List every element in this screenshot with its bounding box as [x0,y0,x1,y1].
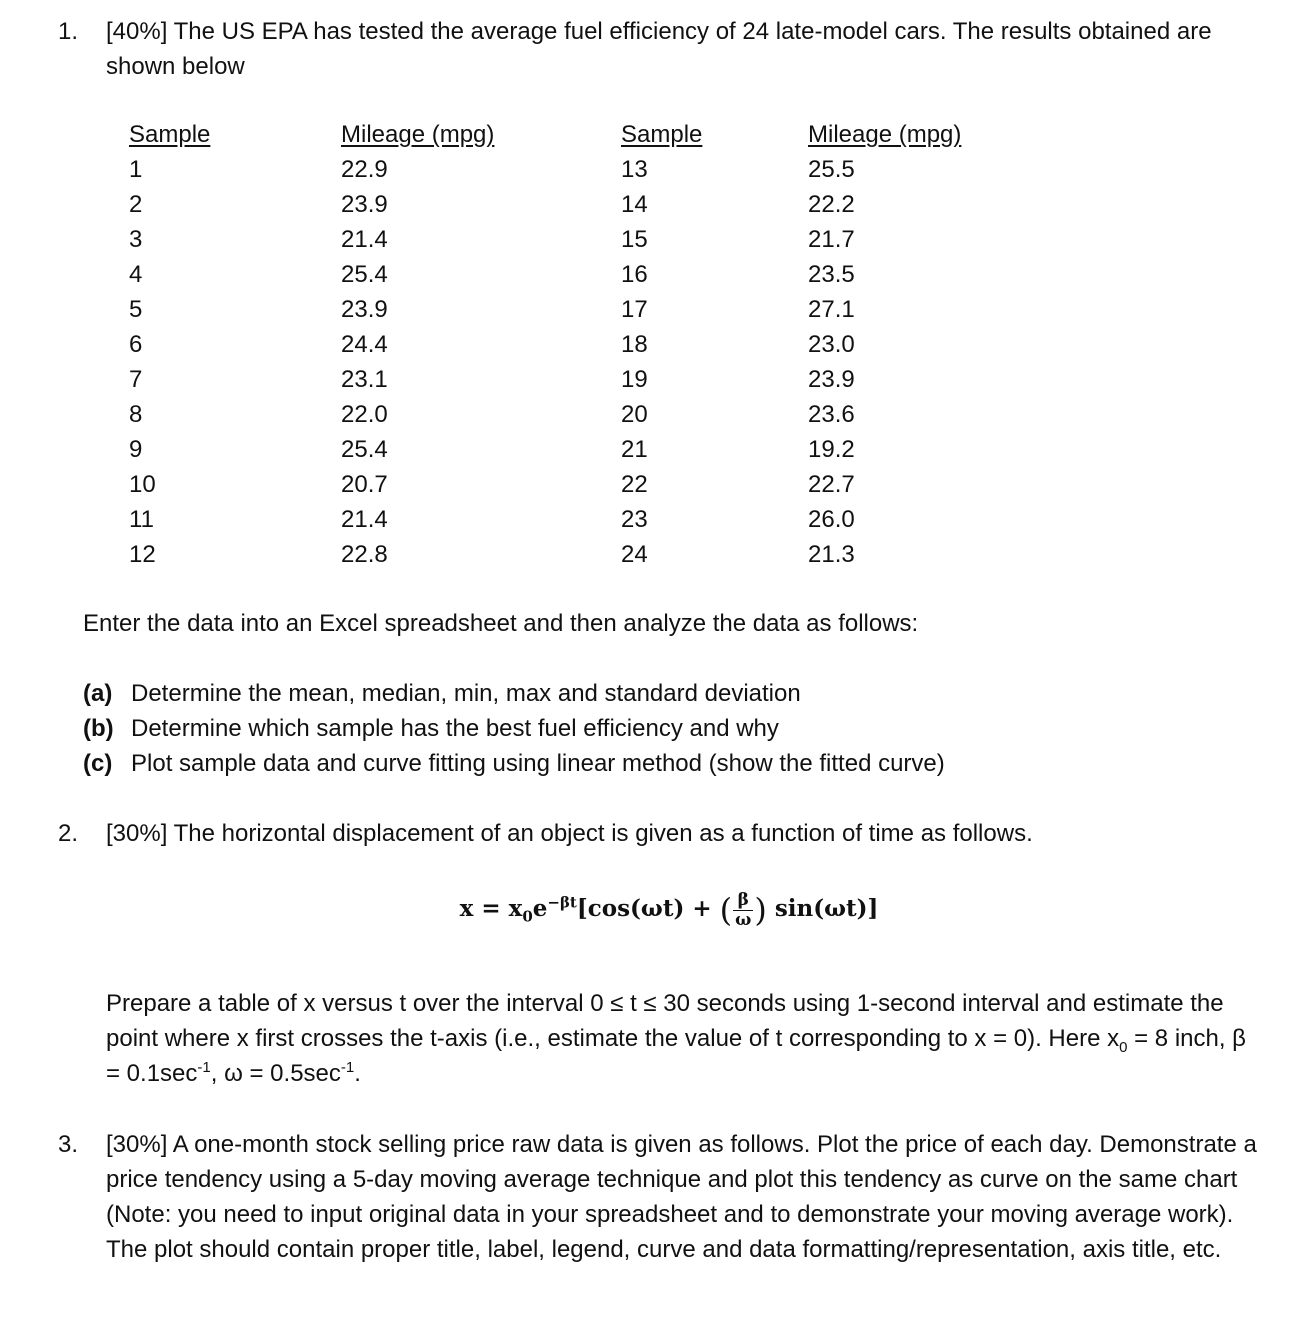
sample-number-cell: 10 [129,471,156,498]
left-mileage-column [341,117,494,572]
question-3-text: [30%] A one-month stock selling price raw data is given as follows. Plot the price of each day. Demonstrate a price tendency using a 5-day moving average technique and plot this tendency as curve on the same chart (Note: you need to input original data in your spreadsheet and to demonstrate your moving average work). The plot should contain proper title, label, legend, curve and data formatting/representation, axis title, etc. [106,1131,1257,1263]
sample-number-cell: 8 [129,401,143,428]
mileage-cell: 25.5 [808,156,855,183]
sample-number-cell: 3 [129,226,143,253]
eq-lhs: x = [459,895,501,922]
mileage-cell: 22.8 [341,541,388,568]
sample-number-cell: 20 [621,401,648,428]
mileage-cell: 23.5 [808,261,855,288]
subpart-c-text: Plot sample data and curve fitting using linear method (show the fitted curve) [131,750,945,777]
mileage-cell: 24.4 [341,331,388,358]
right-sample-header: Sample [621,121,703,148]
mileage-cell: 22.2 [808,191,855,218]
sample-number-cell: 4 [129,261,143,288]
sample-number-cell: 22 [621,471,648,498]
sample-number-cell: 15 [621,226,648,253]
eq-exp-base: e [532,895,548,922]
sample-number-cell: 6 [129,331,143,358]
mileage-cell: 27.1 [808,296,855,323]
question-2-text: [30%] The horizontal displacement of an object is given as a function of time as follows. [106,820,1033,847]
mileage-cell: 19.2 [808,436,855,463]
question-3-number: 3. [58,1131,79,1158]
question-3 [58,1127,1268,1267]
question-2 [58,816,1268,851]
mileage-cell: 23.9 [808,366,855,393]
question-1 [58,14,1268,84]
mileage-cell: 21.4 [341,506,388,533]
mileage-cell: 22.9 [341,156,388,183]
eq-fraction [733,891,753,930]
sample-number-cell: 24 [621,541,648,568]
question-2-body: Prepare a table of x versus t over the interval 0 ≤ t ≤ 30 seconds using 1-second interval and estimate the point where x first crosses the t-axis (i.e., estimate the value of t corresponding to x = 0). Here $x_0 = 8$ inch, $\beta = 0.1\sec^{-1}$, $\omega = 0.5\sec^{-1}$. [106,990,1246,1087]
eq-frac-den: ω [735,909,752,930]
right-mileage-header: Mileage (mpg) [808,121,962,148]
left-mileage-header: Mileage (mpg) [341,121,495,148]
question-1-text: [40%] The US EPA has tested the average fuel efficiency of 24 late-model cars. The results obtained are shown below [106,18,1212,80]
left-sample-column [129,117,210,572]
sample-number-cell: 14 [621,191,648,218]
sample-number-cell: 13 [621,156,648,183]
left-sample-header: Sample [129,121,211,148]
mileage-cell: 23.0 [808,331,855,358]
mileage-cell: 26.0 [808,506,855,533]
mileage-cell: 23.6 [808,401,855,428]
sample-number-cell: 18 [621,331,648,358]
sample-number-cell: 7 [129,366,143,393]
subpart-b-label: (b) [83,715,114,742]
sample-number-cell: 1 [129,156,143,183]
mileage-cell: 22.7 [808,471,855,498]
mileage-cell: 25.4 [341,261,388,288]
sample-number-cell: 12 [129,541,156,568]
q1-instructions: Enter the data into an Excel spreadsheet and then analyze the data as follows: [83,610,919,637]
question-1-number: 1. [58,18,79,45]
sample-number-cell: 17 [621,296,648,323]
sample-number-cell: 23 [621,506,648,533]
right-mileage-column [808,117,961,572]
mileage-cell: 25.4 [341,436,388,463]
displacement-equation: $x = x_0e^{-\beta t}[\cos(\omega t)$ + ( $\frac{\beta}{\omega}$ ) sin(ωt)] [459,889,879,930]
sample-number-cell: 21 [621,436,648,463]
mileage-cell: 23.1 [341,366,388,393]
sample-number-cell: 5 [129,296,143,323]
sample-number-cell: 2 [129,191,143,218]
question-2-number: 2. [58,820,79,847]
sample-number-cell: 11 [129,506,154,533]
right-sample-column [621,117,702,572]
subpart-a-label: (a) [83,680,113,707]
eq-bracket-open: [cos(ωt) + [576,895,712,922]
eq-frac-num: β [733,891,753,911]
subpart-c-label: (c) [83,750,113,777]
sample-number-cell: 19 [621,366,648,393]
mileage-cell: 20.7 [341,471,388,498]
mileage-cell: 21.7 [808,226,855,253]
eq-x0: $x_0$ [508,895,533,926]
mileage-cell: 21.4 [341,226,388,253]
eq-tail: sin(ωt)] [774,895,879,922]
subpart-b-text: Determine which sample has the best fuel efficiency and why [131,715,779,742]
eq-exponent: −βt [547,893,577,912]
mileage-cell: 22.0 [341,401,388,428]
mileage-cell: 23.9 [341,296,388,323]
sample-number-cell: 9 [129,436,143,463]
sample-number-cell: 16 [621,261,648,288]
mileage-cell: 21.3 [808,541,855,568]
subpart-a-text: Determine the mean, median, min, max and standard deviation [131,680,801,707]
mileage-cell: 23.9 [341,191,388,218]
